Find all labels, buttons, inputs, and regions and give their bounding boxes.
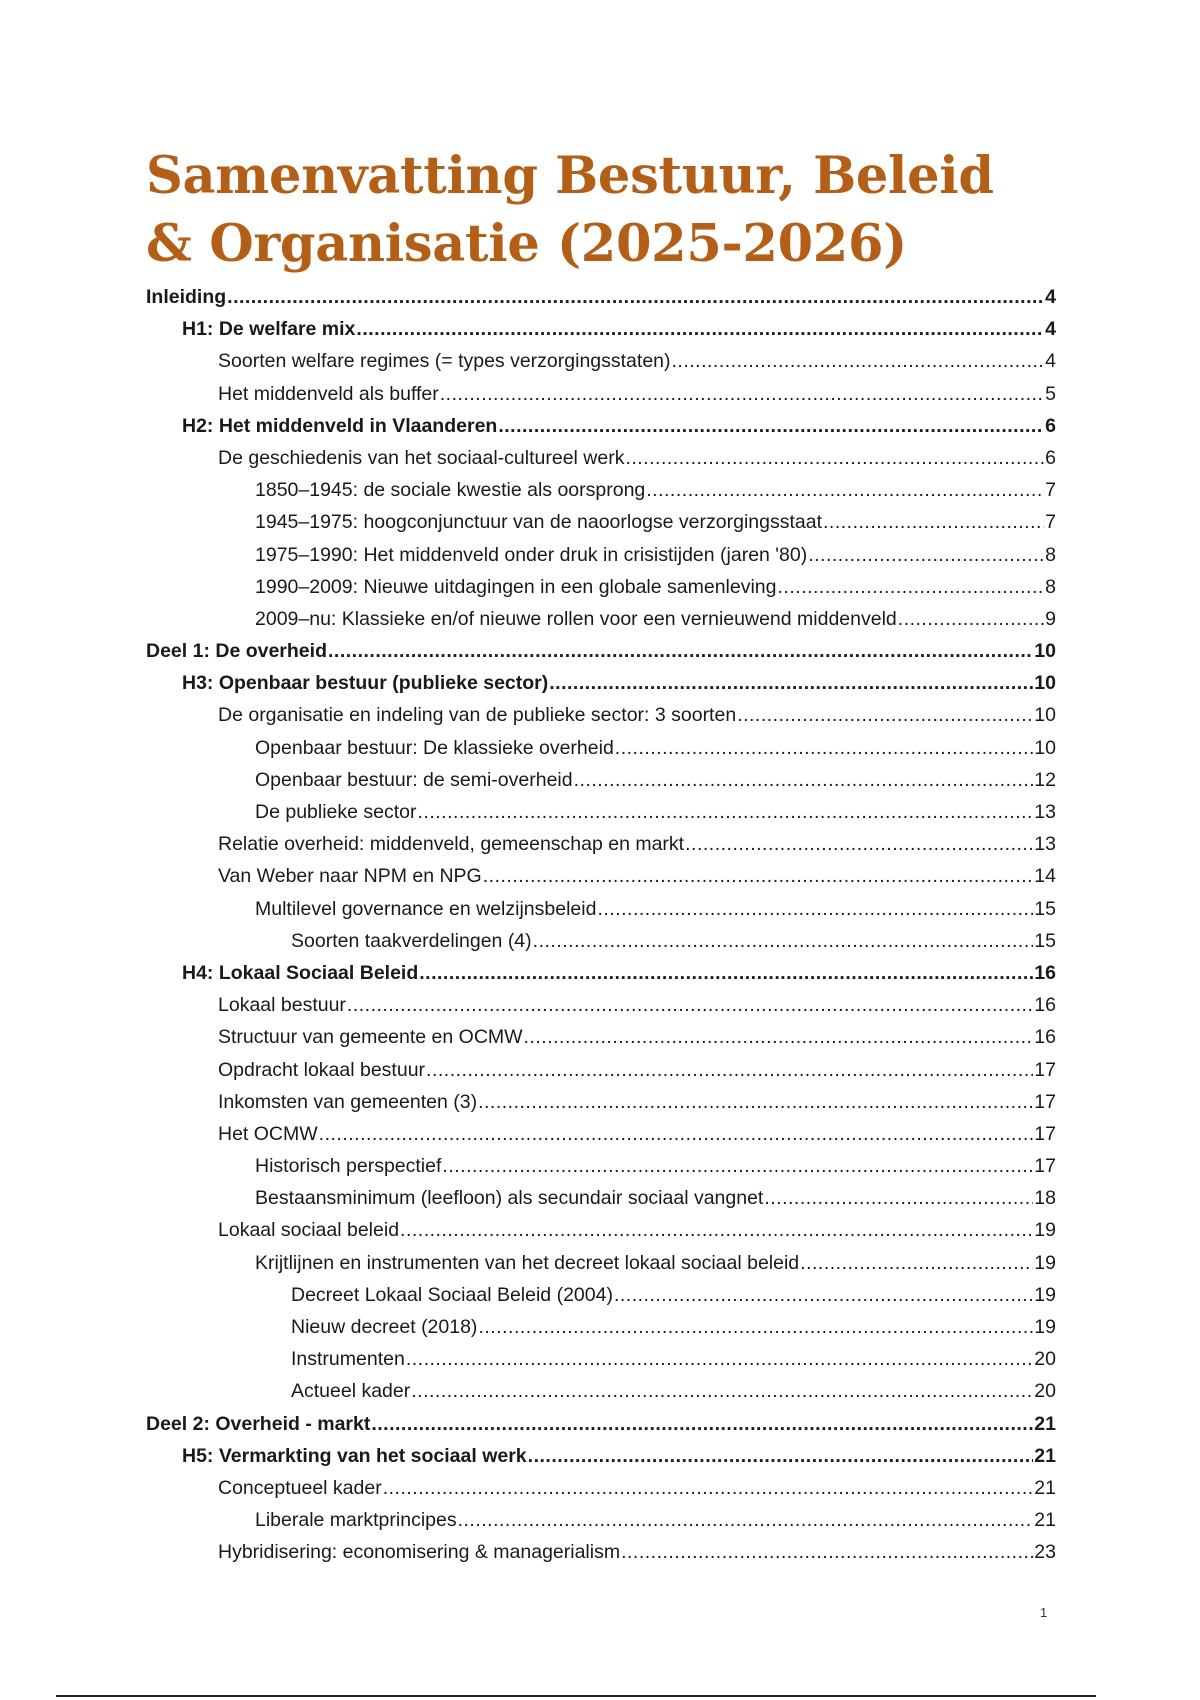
toc-entry-page: 16: [1034, 994, 1056, 1017]
toc-entry[interactable]: [146, 1477, 1056, 1509]
toc-dot-leader: [737, 704, 1033, 727]
toc-entry-page: 10: [1034, 672, 1056, 695]
toc-dot-leader: [458, 1509, 1034, 1532]
toc-entry-label: Conceptueel kader: [218, 1476, 382, 1499]
toc-dot-leader: [625, 447, 1044, 470]
toc-dot-leader: [227, 286, 1044, 309]
toc-entry[interactable]: [146, 704, 1056, 736]
toc-entry-page: 4: [1045, 286, 1056, 308]
toc-entry-page: 20: [1034, 1348, 1056, 1371]
toc-entry[interactable]: [146, 833, 1056, 865]
toc-entry[interactable]: [146, 1026, 1056, 1058]
toc-entry[interactable]: [146, 640, 1056, 672]
toc-entry-page: 6: [1045, 446, 1056, 469]
toc-entry-page: 16: [1034, 1026, 1056, 1049]
toc-dot-leader: [371, 1413, 1033, 1436]
toc-entry-label: H2: Het middenveld in Vlaanderen: [182, 414, 498, 437]
toc-entry-label: De publieke sector: [255, 801, 417, 823]
toc-entry-label: Hybridisering: economisering & managerialism: [218, 1541, 621, 1564]
toc-entry[interactable]: [146, 1091, 1056, 1123]
toc-entry-label: Het OCMW: [218, 1122, 318, 1145]
toc-dot-leader: [419, 962, 1033, 985]
toc-entry[interactable]: [146, 1348, 1056, 1380]
toc-entry-label: Instrumenten: [291, 1348, 405, 1371]
toc-entry-page: 21: [1034, 1476, 1056, 1499]
toc-dot-leader: [549, 672, 1033, 695]
toc-entry[interactable]: [146, 511, 1056, 543]
toc-entry[interactable]: [146, 930, 1056, 962]
toc-entry-label: Bestaansminimum (leefloon) als secundair sociaal vangnet: [255, 1187, 764, 1210]
toc-entry-label: Opdracht lokaal bestuur: [218, 1058, 426, 1081]
toc-entry[interactable]: [146, 962, 1056, 994]
toc-entry-page: 8: [1045, 575, 1056, 598]
toc-dot-leader: [498, 415, 1044, 438]
toc-entry[interactable]: [146, 318, 1056, 350]
toc-dot-leader: [328, 640, 1033, 663]
toc-entry-page: 19: [1034, 1283, 1056, 1306]
toc-entry-page: 9: [1045, 607, 1056, 630]
toc-dot-leader: [615, 737, 1034, 760]
toc-entry[interactable]: [146, 994, 1056, 1026]
toc-entry-page: 18: [1034, 1187, 1056, 1210]
toc-entry[interactable]: [146, 1380, 1056, 1412]
toc-entry-page: 14: [1034, 865, 1056, 888]
toc-dot-leader: [418, 801, 1034, 824]
toc-dot-leader: [426, 1059, 1033, 1082]
toc-dot-leader: [646, 479, 1044, 502]
toc-entry-label: Inleiding: [146, 286, 227, 308]
toc-entry[interactable]: [146, 672, 1056, 704]
toc-entry-label: Relatie overheid: middenveld, gemeenschap en markt: [218, 833, 685, 856]
toc-entry-label: Van Weber naar NPM en NPG: [218, 865, 482, 888]
toc-dot-leader: [442, 1155, 1033, 1178]
toc-dot-leader: [411, 1380, 1033, 1403]
toc-entry-label: Het middenveld als buffer: [218, 382, 439, 405]
toc-entry[interactable]: [146, 1509, 1056, 1541]
toc-entry-page: 19: [1034, 1316, 1056, 1338]
toc-entry-label: 1975–1990: Het middenveld onder druk in crisistijden (jaren '80): [255, 543, 808, 566]
toc-entry[interactable]: [146, 350, 1056, 382]
toc-entry-page: 6: [1045, 414, 1056, 437]
toc-entry-page: 19: [1034, 1219, 1056, 1242]
toc-entry-page: 7: [1045, 511, 1056, 534]
toc-entry-page: 12: [1034, 768, 1056, 791]
toc-entry-page: 7: [1045, 479, 1056, 502]
toc-entry-page: 15: [1034, 897, 1056, 920]
toc-entry[interactable]: [146, 286, 1056, 318]
toc-entry-label: Decreet Lokaal Sociaal Beleid (2004): [291, 1283, 613, 1306]
toc-entry-page: 4: [1045, 318, 1056, 341]
toc-entry[interactable]: [146, 1413, 1056, 1445]
toc-dot-leader: [621, 1541, 1033, 1564]
toc-dot-leader: [478, 1091, 1033, 1114]
toc-entry-page: 20: [1034, 1380, 1056, 1403]
toc-entry-page: 17: [1034, 1155, 1056, 1178]
toc-entry-label: De organisatie en indeling van de publieke sector: 3 soorten: [218, 704, 737, 727]
toc-entry-page: 21: [1034, 1509, 1056, 1532]
toc-entry-label: 1945–1975: hoogconjunctuur van de naoorlogse verzorgingsstaat: [255, 511, 822, 534]
toc-entry[interactable]: [146, 576, 1056, 608]
toc-entry[interactable]: [146, 1316, 1056, 1348]
toc-entry-page: 13: [1034, 801, 1056, 823]
toc-entry[interactable]: [146, 1059, 1056, 1091]
toc-dot-leader: [672, 350, 1045, 373]
toc-dot-leader: [383, 1477, 1034, 1500]
toc-dot-leader: [764, 1187, 1033, 1210]
toc-entry[interactable]: [146, 737, 1056, 769]
toc-entry-page: 15: [1034, 929, 1056, 952]
toc-entry-label: Krijtlijnen en instrumenten van het decreet lokaal sociaal beleid: [255, 1251, 800, 1274]
toc-dot-leader: [614, 1284, 1033, 1307]
toc-entry-page: 17: [1034, 1058, 1056, 1081]
toc-entry-page: 23: [1034, 1541, 1056, 1564]
toc-dot-leader: [483, 865, 1034, 888]
footer-divider: [56, 1695, 1096, 1697]
toc-entry-page: 10: [1034, 640, 1056, 663]
toc-dot-leader: [478, 1316, 1033, 1339]
toc-dot-leader: [524, 1026, 1034, 1049]
toc-entry-label: Openbaar bestuur: de semi-overheid: [255, 768, 573, 791]
toc-entry-label: De geschiedenis van het sociaal-cultureel werk: [218, 446, 625, 469]
document-page: [146, 142, 1056, 1574]
toc-entry[interactable]: [146, 479, 1056, 511]
toc-entry-label: Nieuw decreet (2018): [291, 1316, 478, 1338]
table-of-contents: [146, 286, 1056, 1574]
toc-entry[interactable]: [146, 1284, 1056, 1316]
toc-entry[interactable]: [146, 1541, 1056, 1573]
toc-entry-label: H4: Lokaal Sociaal Beleid: [182, 961, 419, 984]
toc-entry-label: Inkomsten van gemeenten (3): [218, 1090, 478, 1113]
toc-entry-label: Deel 2: Overheid - markt: [146, 1412, 371, 1435]
toc-entry-label: Liberale marktprincipes: [255, 1509, 457, 1532]
toc-entry-label: 1850–1945: de sociale kwestie als oorsprong: [255, 479, 646, 502]
toc-entry-label: H3: Openbaar bestuur (publieke sector): [182, 672, 549, 695]
toc-entry[interactable]: [146, 801, 1056, 833]
toc-entry-page: 5: [1045, 382, 1056, 405]
toc-entry-page: 17: [1034, 1090, 1056, 1113]
toc-entry-page: 10: [1034, 704, 1056, 727]
toc-entry-label: Soorten taakverdelingen (4): [291, 929, 532, 952]
toc-dot-leader: [898, 608, 1044, 631]
toc-entry-page: 19: [1034, 1251, 1056, 1274]
toc-entry-label: 1990–2009: Nieuwe uitdagingen in een globale samenleving: [255, 575, 777, 598]
toc-entry[interactable]: [146, 865, 1056, 897]
toc-entry[interactable]: [146, 608, 1056, 640]
toc-dot-leader: [823, 511, 1044, 534]
toc-entry-label: Actueel kader: [291, 1380, 411, 1403]
toc-dot-leader: [400, 1219, 1033, 1242]
toc-entry-label: Soorten welfare regimes (= types verzorgingsstaten): [218, 350, 671, 373]
toc-dot-leader: [533, 930, 1034, 953]
toc-entry[interactable]: [146, 1155, 1056, 1187]
document-title: Samenvatting Bestuur, Beleid & Organisatie (2025-2026): [146, 146, 994, 274]
toc-entry[interactable]: [146, 415, 1056, 447]
toc-entry[interactable]: [146, 1445, 1056, 1477]
toc-entry-page: 17: [1034, 1122, 1056, 1145]
toc-entry[interactable]: [146, 1252, 1056, 1284]
toc-dot-leader: [777, 576, 1044, 599]
toc-entry-label: Openbaar bestuur: De klassieke overheid: [255, 736, 614, 759]
toc-entry[interactable]: [146, 1187, 1056, 1219]
toc-entry[interactable]: [146, 1219, 1056, 1251]
toc-entry-label: H1: De welfare mix: [182, 318, 356, 341]
toc-entry-label: Lokaal sociaal beleid: [218, 1219, 400, 1242]
page-number: 1: [1040, 1605, 1048, 1620]
toc-dot-leader: [347, 994, 1033, 1017]
toc-entry-page: 10: [1034, 736, 1056, 759]
toc-dot-leader: [356, 318, 1044, 341]
toc-dot-leader: [800, 1252, 1033, 1275]
toc-entry-page: 16: [1034, 961, 1056, 984]
toc-entry-label: Multilevel governance en welzijnsbeleid: [255, 897, 597, 920]
toc-entry-page: 21: [1034, 1444, 1056, 1467]
toc-entry-label: Structuur van gemeente en OCMW: [218, 1026, 523, 1049]
toc-entry[interactable]: [146, 769, 1056, 801]
toc-dot-leader: [440, 383, 1044, 406]
toc-dot-leader: [597, 898, 1033, 921]
toc-entry-page: 21: [1034, 1412, 1056, 1435]
toc-entry-label: Lokaal bestuur: [218, 994, 346, 1017]
toc-dot-leader: [574, 769, 1034, 792]
toc-entry[interactable]: [146, 447, 1056, 479]
toc-dot-leader: [685, 833, 1033, 856]
toc-dot-leader: [319, 1123, 1034, 1146]
toc-entry-page: 13: [1034, 833, 1056, 856]
toc-entry[interactable]: [146, 383, 1056, 415]
toc-entry-label: Historisch perspectief: [255, 1155, 442, 1178]
toc-dot-leader: [406, 1348, 1033, 1371]
toc-entry[interactable]: [146, 898, 1056, 930]
toc-entry-label: Deel 1: De overheid: [146, 640, 327, 663]
toc-dot-leader: [808, 544, 1044, 567]
toc-entry-label: 2009–nu: Klassieke en/of nieuwe rollen voor een vernieuwend middenveld: [255, 607, 897, 630]
toc-entry-page: 4: [1045, 350, 1056, 373]
toc-entry-page: 8: [1045, 543, 1056, 566]
toc-entry-label: H5: Vermarkting van het sociaal werk: [182, 1444, 527, 1467]
toc-entry[interactable]: [146, 1123, 1056, 1155]
toc-entry[interactable]: [146, 544, 1056, 576]
toc-dot-leader: [528, 1445, 1034, 1468]
